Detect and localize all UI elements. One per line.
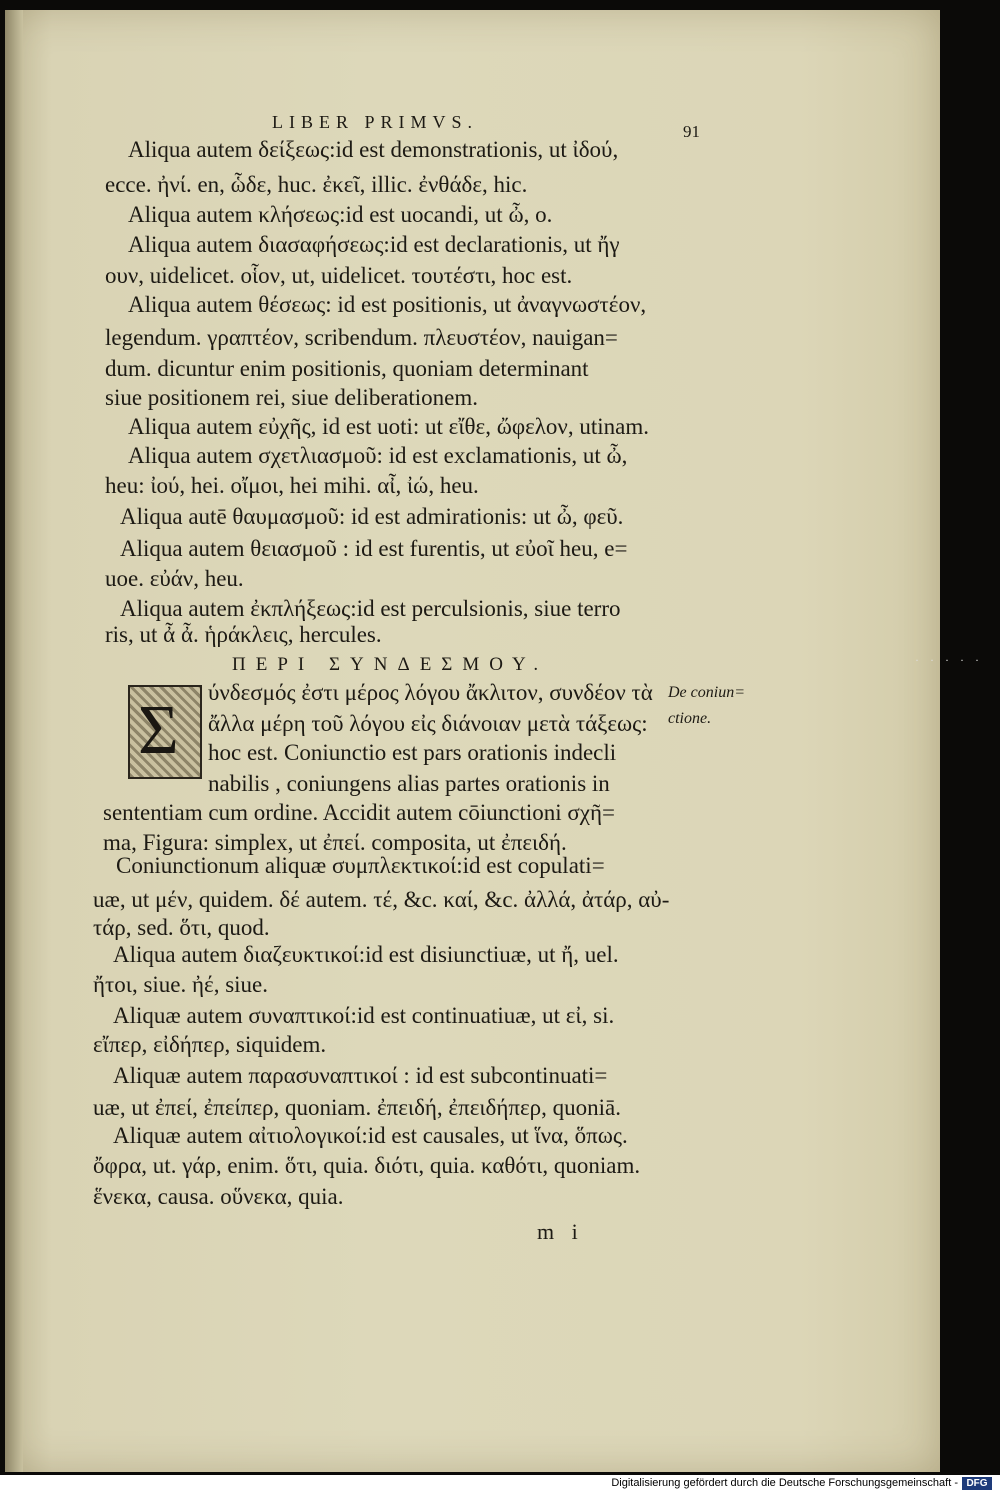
text-line: Aliqua autem ἐκπλήξεως:id est perculsionis, siue terro [120,596,621,621]
text-line: ουν, uidelicet. οἷον, ut, uidelicet. τουτέστι, hoc est. [105,263,573,288]
decorated-initial [128,685,202,779]
text-line: ecce. ἠνί. en, ὧδε, huc. ἐκεῖ, illic. ἐνθάδε, hic. [105,172,528,197]
text-line: heu: ἰού, hei. οἴμοι, hei mihi. αἶ, ἰώ, heu. [105,473,479,498]
text-line: Aliqua autem διασαφήσεως:id est declarationis, ut ἤγ [128,232,620,257]
section-title: ΠΕΡΙ ΣΥΝΔΕΣΜΟΥ. [232,654,549,675]
text-line: ἄλλα μέρη τοῦ λόγου εἰς διάνοιαν μετὰ τάξεως: [208,711,648,736]
marginal-note-line: ctione. [668,710,712,727]
folio-number: 91 [683,122,700,141]
initial-letter: Σ [138,692,179,769]
text-line: hoc est. Coniunctio est pars orationis indecli [208,740,617,765]
text-line: εἴπερ, εἰδήπερ, siquidem. [93,1032,327,1057]
text-line: Aliqua autem θέσεως: id est positionis, ut ἀναγνωστέον, [128,292,647,317]
text-line: ris, ut ἆ ἆ. ἡράκλεις, hercules. [105,622,382,647]
text-line: dum. dicuntur enim positionis, quoniam determinant [105,356,589,381]
scan-edge-marks: · · · · · [915,653,983,667]
text-line: uæ, ut μέν, quidem. δέ autem. τέ, &c. καί, &c. ἀλλά, ἀτάρ, αὐ- [93,887,670,912]
text-line: legendum. γραπτέον, scribendum. πλευστέον, nauigan= [105,325,618,350]
text-line: Aliquæ autem αἰτιολογικοί:id est causales, ut ἵνα, ὅπως. [113,1123,628,1148]
text-line: ύνδεσμός ἐστι μέρος λόγου ἄκλιτον, συνδέον τὰ [208,680,653,705]
text-line: Aliqua autem σχετλιασμοῦ: id est exclamationis, ut ὦ, [128,443,628,468]
text-line: Aliquæ autem παρασυναπτικοί : id est subcontinuati= [113,1063,608,1088]
dfg-logo: DFG [962,1477,992,1490]
text-line: ὄφρα, ut. γάρ, enim. ὅτι, quia. διότι, quia. καθότι, quoniam. [93,1153,641,1178]
signature-mark: m i [537,1219,584,1244]
text-line: sententiam cum ordine. Accidit autem cōiunctioni σχῆ= [103,800,615,825]
text-line: Aliquæ autem συναπτικοί:id est continuatiuæ, ut εἰ, si. [113,1003,615,1028]
footer-credit: Digitalisierung gefördert durch die Deutsche Forschungsgemeinschaft - [611,1477,958,1489]
text-line: Aliqua autem διαζευκτικοί:id est disiunctiuæ, ut ἤ, uel. [113,942,619,967]
text-line: ἕνεκα, causa. οὕνεκα, quia. [93,1184,344,1209]
text-line: Aliqua autem εὐχῆς, id est uoti: ut εἴθε, ὤφελον, utinam. [128,414,649,439]
text-line: Aliqua autē θαυμασμοῦ: id est admirationis: ut ὦ, φεῦ. [120,504,624,529]
text-line: Aliqua autem θειασμοῦ : id est furentis, ut εὐοῖ heu, e= [120,536,628,561]
text-line: siue positionem rei, siue deliberationem. [105,385,479,410]
text-line: τάρ, sed. ὅτι, quod. [93,915,270,940]
text-line: uoe. εὐάν, heu. [105,566,244,591]
text-line: ἤτοι, siue. ἠέ, siue. [93,972,268,997]
text-line: Aliqua autem κλήσεως:id est uocandi, ut ὦ, o. [128,202,553,227]
running-header: LIBER PRIMVS. [272,112,479,132]
text-line: uæ, ut ἐπεί, ἐπείπερ, quoniam. ἐπειδή, ἐπειδήπερ, quoniā. [93,1095,622,1120]
page-gutter [5,10,23,1472]
marginal-note-line: De coniun= [668,684,745,701]
text-line: ma, Figura: simplex, ut ἐπεί. composita, ut ἐπειδή. [103,830,567,855]
text-line: nabilis , coniungens alias partes orationis in [208,771,610,796]
text-line: Coniunctionum aliquæ συμπλεκτικοί:id est copulati= [116,853,605,878]
text-line: Aliqua autem δείξεως:id est demonstrationis, ut ἰδού, [128,137,619,162]
